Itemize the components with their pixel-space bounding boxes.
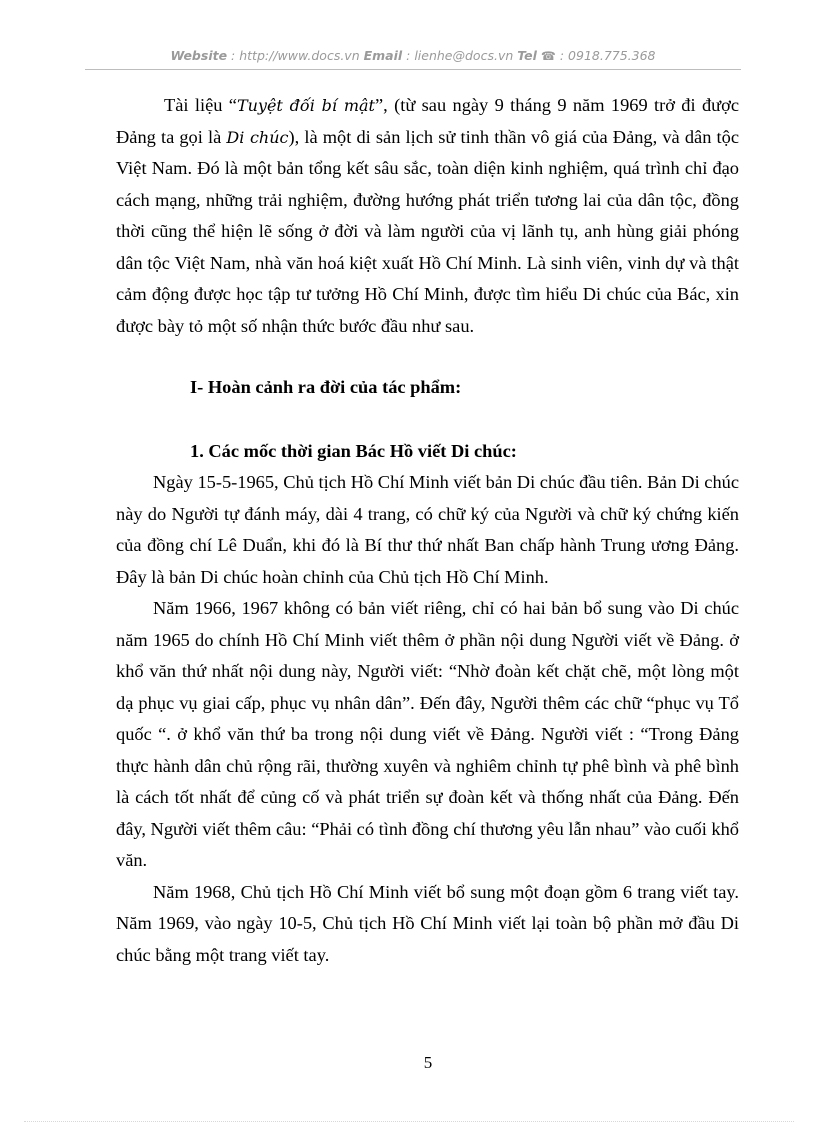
website-value: : http://www.docs.vn	[227, 48, 364, 63]
tel-label: Tel	[517, 48, 537, 63]
body-paragraph: Ngày 15-5-1965, Chủ tịch Hồ Chí Minh viết bản Di chúc đầu tiên. Bản Di chúc này do Người tự đánh máy, dài 4 trang, có chữ ký của Người và chữ ký chứng kiến của đồng chí Lê Duẩn, khi đó là Bí thư thứ nhất Ban chấp hành Trung ương Đảng. Đây là bản Di chúc hoàn chỉnh của Chủ tịch Hồ Chí Minh.	[116, 472, 739, 587]
section-heading: I- Hoàn cảnh ra đời của tác phẩm:	[190, 377, 462, 397]
intro-text-1: Tài liệu “	[164, 95, 237, 115]
tel-value: : 0918.775.368	[555, 48, 656, 63]
intro-emphasis-2: Di chúc	[226, 127, 289, 147]
intro-text-2: ”, (từ sau ngày 9 tháng 9 năm 1969 trở đi được Đảng ta gọi là	[116, 95, 739, 147]
email-label: Email	[363, 48, 403, 63]
email-value: : lienhe@docs.vn	[402, 48, 518, 63]
body-paragraph: Năm 1968, Chủ tịch Hồ Chí Minh viết bổ sung một đoạn gồm 6 trang viết tay. Năm 1969, vào ngày 10-5, Chủ tịch Hồ Chí Minh viết lại toàn bộ phần mở đầu Di chúc bằng một trang viết tay.	[116, 881, 739, 965]
page-header	[85, 47, 741, 70]
intro-paragraph	[116, 90, 739, 342]
subsection-heading: 1. Các mốc thời gian Bác Hồ viết Di chúc:	[190, 440, 517, 461]
page-number: 5	[423, 1053, 433, 1072]
phone-icon: ☎	[540, 49, 556, 63]
document-body	[116, 90, 739, 971]
intro-text-3: ), là một di sản lịch sử tinh thần vô giá của Đảng, và dân tộc Việt Nam. Đó là một bản tổng kết sâu sắc, toàn diện kinh nghiệm, quá trình chỉ đạo cách mạng, những trải nghiệm, đường hướng phát triển tương lai của dân tộc, đồng thời cũng thể hiện lẽ sống ở đời và làm người của vị lãnh tụ, anh hùng giải phóng dân tộc Việt Nam, nhà văn hoá kiệt xuất Hồ Chí Minh. Là sinh viên, vinh dự và thật cảm động được học tập tư tưởng Hồ Chí Minh, được tìm hiểu Di chúc của Bác, xin được bày tỏ một số nhận thức bước đầu như sau.	[116, 126, 739, 336]
body-paragraph: Năm 1966, 1967 không có bản viết riêng, chỉ có hai bản bổ sung vào Di chúc năm 1965 do chính Hồ Chí Minh viết thêm ở phần nội dung Người viết về Đảng. ở khổ văn thứ nhất nội dung này, Người viết: “Nhờ đoàn kết chặt chẽ, một lòng một dạ phục vụ giai cấp, phục vụ nhân dân”. Đến đây, Người thêm các chữ “phục vụ Tổ quốc “. ở khổ văn thứ ba trong nội dung viết về Đảng. Người viết : “Trong Đảng thực hành dân chủ rộng rãi, thường xuyên và nghiêm chỉnh tự phê bình và phê bình là cách tốt nhất để củng cố và phát triển sự đoàn kết và thống nhất của Đảng. Đến đây, Người viết thêm câu: “Phải có tình đồng chí thương yêu lẫn nhau” vào cuối khổ văn.	[116, 598, 739, 870]
footer-divider	[24, 1121, 794, 1122]
intro-emphasis-1: Tuyệt đối bí mật	[236, 96, 375, 115]
website-label: Website	[170, 48, 228, 63]
